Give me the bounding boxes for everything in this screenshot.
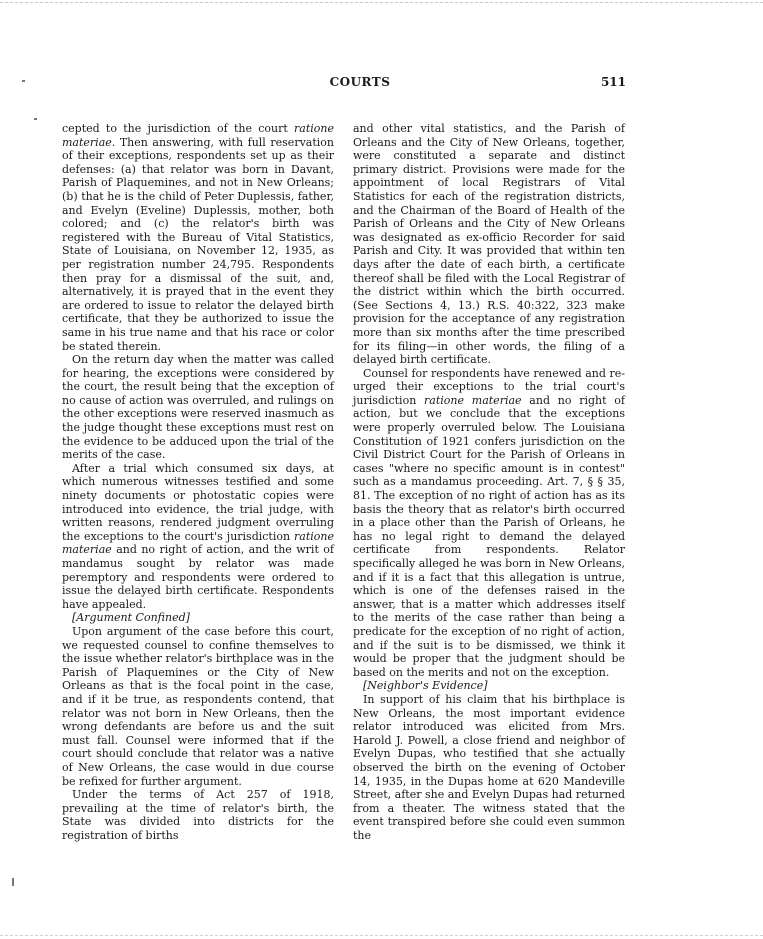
left-column bbox=[62, 122, 334, 842]
paragraph bbox=[353, 367, 625, 680]
paragraph: Upon argument of the case before this court, we requested counsel to confine themselves to the issue whether relator's birthplace was in the Parish of Plaquemines or the City of New Orleans as that is the focal point in the case, and if it be true, as respondents contend, that relator was not born in New Orleans, then the wrong defendants are before us and the suit must fall. Counsel were informed that if the court should conclude that relator was a native of New Orleans, the case would in due course be refixed for further argument. bbox=[62, 624, 334, 788]
section-heading: [Neighbor's Evidence] bbox=[363, 679, 488, 693]
scan-speck bbox=[12, 878, 14, 886]
paragraph-text: After a trial which consumed six days, at which numerous witnesses testified and some ninety documents or photostatic copies were introduced into evidence, the trial judge, with written reasons, rendered judgment overruling the exceptions to the court's jurisdiction bbox=[62, 461, 334, 543]
page-number: 511 bbox=[600, 75, 626, 89]
paragraph-text: . Then answering, with full reservation of their exceptions, respondents set up as their defenses: (a) that relator was born in Davant, Parish of Plaquemines, and not in New Orleans; (b) that he is the child of Peter Duplessis, father, and Evelyn (Eveline) Duplessis, mother, both colored; and (c) the relator's birth was registered with the Bureau of Vital Statistics, State of Louisiana, on November 12, 1935, as per registration number 24,795. Respondents then pray for a dismissal of the suit, and, alternatively, it is prayed that in the event they are ordered to issue to relator the delayed birth certificate, that they be authorized to issue the same in his true name and that his race or color be stated therein. bbox=[62, 135, 334, 353]
scan-speck bbox=[22, 80, 25, 82]
scan-top-border bbox=[0, 2, 763, 3]
paragraph bbox=[62, 122, 334, 353]
scan-speck bbox=[34, 118, 37, 120]
paragraph: On the return day when the matter was called for hearing, the exceptions were considered by the court, the result being that the exception of no cause of action was overruled, and rulings on the other exceptions were reserved inasmuch as the judge thought these exceptions must rest on the evidence to be adduced upon the trial of the merits of the case. bbox=[62, 353, 334, 462]
section-heading: [Argument Confined] bbox=[72, 611, 190, 625]
running-title: COURTS bbox=[329, 75, 391, 89]
paragraph: In support of his claim that his birthplace is New Orleans, the most important evidence relator introduced was elicited from Mrs. Harold J. Powell, a close friend and neighbor of Evelyn Dupas, who testified that she actually observed the birth on the evening of October 14, 1935, in the Dupas home at 620 Mandeville Street, after she and Evelyn Dupas had returned from a theater. The witness stated that the event transpired before she could even summon the bbox=[353, 692, 625, 842]
paragraph bbox=[62, 462, 334, 612]
paragraph-text: cepted to the jurisdiction of the court bbox=[62, 122, 295, 135]
latin-term: ratione materiae bbox=[62, 529, 334, 557]
right-column bbox=[353, 122, 625, 842]
running-head bbox=[0, 75, 763, 93]
latin-term: ratione materiae bbox=[424, 393, 522, 407]
paragraph: and other vital statistics, and the Parish of Orleans and the City of New Orleans, together, were constituted a separate and distinct primary district. Provisions were made for the appointment of local Registrars of Vital Statistics for each of the registration districts, and the Chairman of the Board of Health of the Parish of Orleans and the City of New Orleans was designated as ex-officio Recorder for said Parish and City. It was provided that within ten days after the date of each birth, a certificate thereof shall be filed with the Local Registrar of the district within which the birth occurred. (See Sections 4, 13.) R.S. 40:322, 323 make provision for the acceptance of any registration more than six months after the time prescribed for its filing—in other words, the filing of a delayed birth certificate. bbox=[353, 122, 625, 367]
paragraph-text: and no right of action, but we conclude that the exceptions were properly overruled below. The Louisiana Constitution of 1921 confers jurisdiction on the Civil District Court for the Parish of Orleans in cases "where no specific amount is in contest" such as a mandamus proceeding. Art. 7, § § 35, 81. The exception of no right of action has as its basis the theory that as relator's birth occurred in a place other than the Parish of Orleans, he has no legal right to demand the delayed certificate from respondents. Relator specifically alleged he was born in New Orleans, and if it is a fact that this allegation is untrue, which is one of the defenses raised in the answer, that is a matter which addresses itself to the merits of the case rather than being a predicate for the exception of no right of action, and if the suit is to be dismissed, we think it would be proper that the judgment should be based on the merits and not on the exception. bbox=[353, 393, 625, 679]
latin-term: ratione materiae bbox=[62, 122, 334, 149]
paragraph-text: and no right of action, and the writ of mandamus sought by relator was made peremptory and respondents were ordered to issue the delayed birth certificate. Respondents have appealed. bbox=[62, 543, 334, 611]
scan-bottom-border bbox=[0, 935, 763, 936]
paragraph: Under the terms of Act 257 of 1918, prevailing at the time of relator's birth, the State was divided into districts for the registration of births bbox=[62, 788, 334, 842]
paragraph-text: Counsel for respondents have renewed and re-urged their exceptions to the trial court's jurisdiction bbox=[353, 366, 625, 407]
